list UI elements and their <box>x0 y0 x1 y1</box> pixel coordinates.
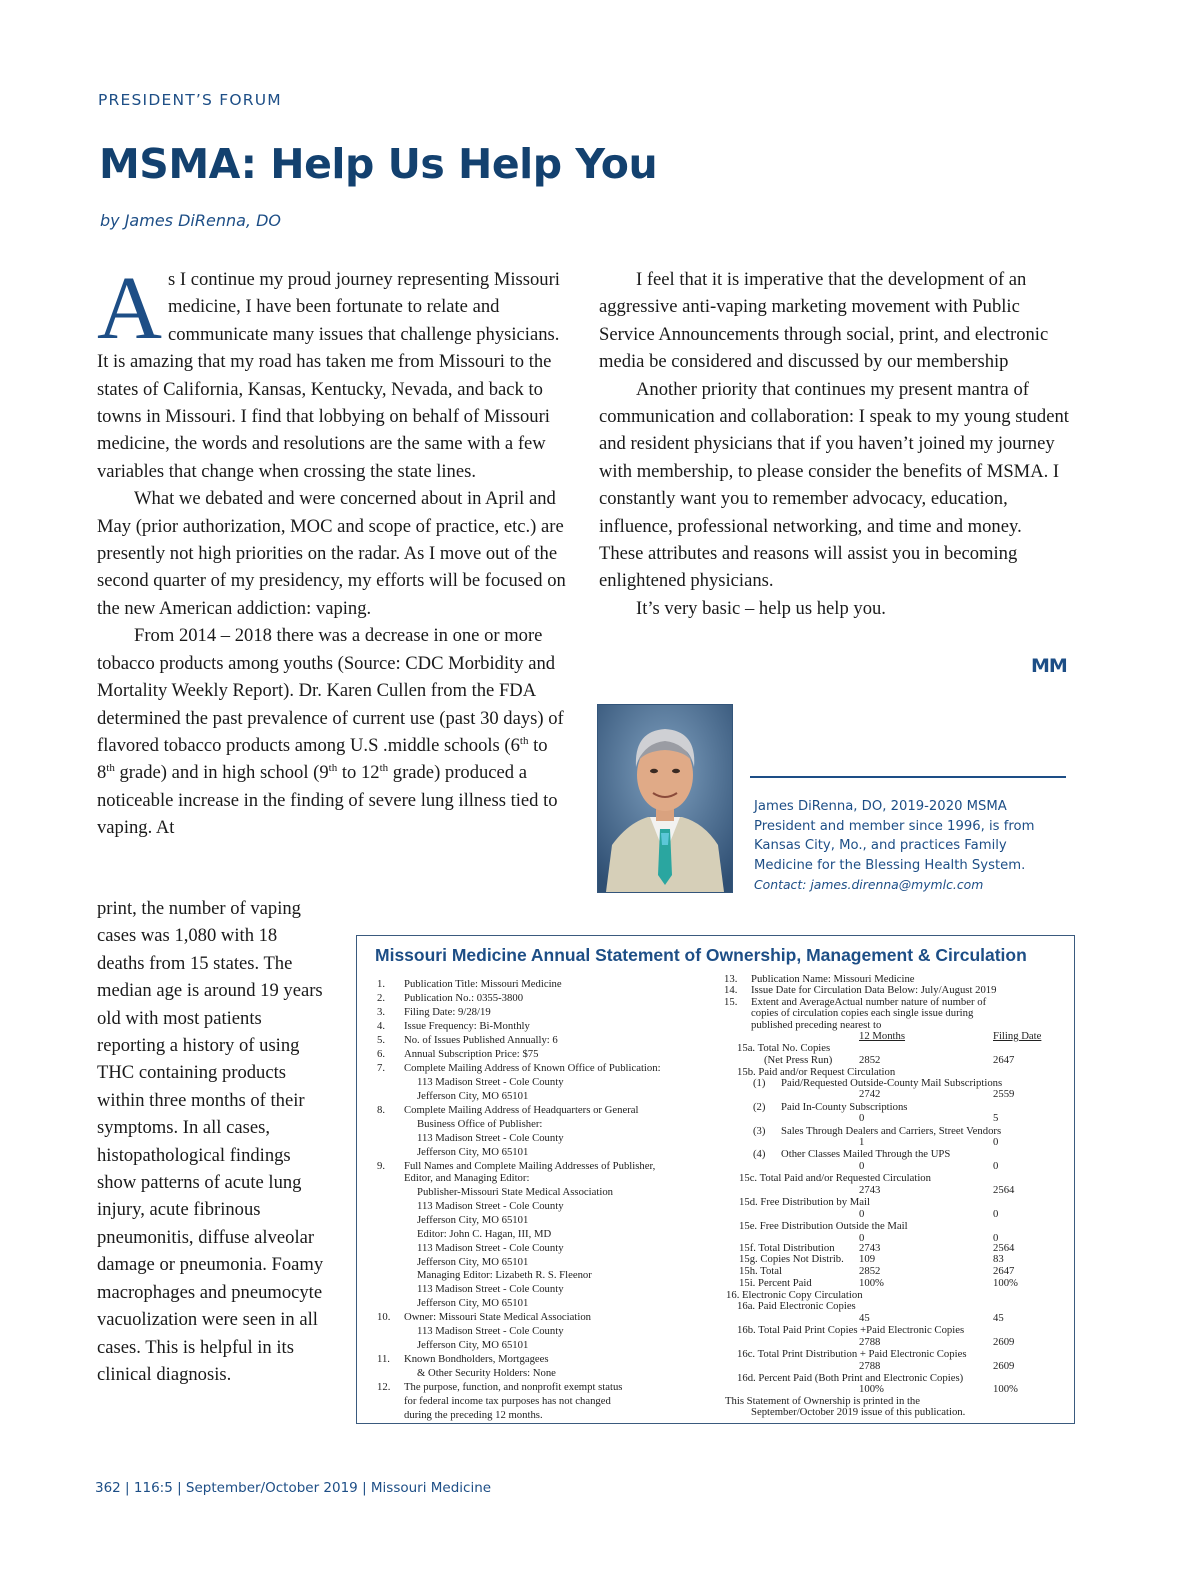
statement-line: 15h. Total <box>739 1265 782 1277</box>
statement-line: 0 <box>993 1232 999 1244</box>
statement-line: 113 Madison Street - Cole County <box>417 1283 564 1295</box>
statement-line: 14. <box>724 984 738 996</box>
statement-line: 16a. Paid Electronic Copies <box>737 1300 856 1312</box>
bio-line: Kansas City, Mo., and practices Family <box>754 838 1007 853</box>
page-footer: 362 | 116:5 | September/October 2019 | Missouri Medicine <box>95 1480 492 1496</box>
statement-line: 8. <box>377 1104 386 1116</box>
statement-line: 2788 <box>859 1336 881 1348</box>
statement-line: Editor: John C. Hagan, III, MD <box>417 1228 552 1240</box>
statement-line: Known Bondholders, Mortgagees <box>404 1353 549 1365</box>
statement-line: Managing Editor: Lizabeth R. S. Fleenor <box>417 1269 592 1281</box>
superscript: th <box>328 762 338 775</box>
statement-line: (4) <box>753 1148 766 1160</box>
statement-line: Owner: Missouri State Medical Association <box>404 1311 592 1323</box>
statement-line: 2. <box>377 992 386 1004</box>
statement-line: 2609 <box>993 1336 1015 1348</box>
statement-line: 9. <box>377 1160 386 1172</box>
statement-line: Full Names and Complete Mailing Addresses of Publisher, <box>404 1160 656 1172</box>
paragraph-6: It’s very basic – help us help you. <box>636 597 886 619</box>
statement-line: 2609 <box>993 1360 1015 1372</box>
statement-line: Publication Title: Missouri Medicine <box>404 978 562 990</box>
statement-line: 11. <box>377 1353 390 1365</box>
statement-line: 2647 <box>993 1265 1015 1277</box>
paragraph-3 <box>97 622 567 841</box>
p3-part-c: grade) and in high school (9 <box>114 762 329 784</box>
statement-line: 15. <box>724 996 738 1008</box>
author-portrait <box>597 704 733 893</box>
statement-line: Other Classes Mailed Through the UPS <box>781 1148 951 1160</box>
page-title: MSMA: Help Us Help You <box>99 140 658 188</box>
superscript: th <box>519 734 529 747</box>
statement-line: 0 <box>859 1112 865 1124</box>
statement-line: Extent and AverageActual number nature of number of <box>751 996 987 1008</box>
statement-line: 2559 <box>993 1088 1015 1100</box>
statement-line: 100% <box>859 1383 884 1395</box>
statement-line: Editor, and Managing Editor: <box>404 1172 530 1184</box>
paragraph-1 <box>97 259 567 485</box>
statement-line: 2564 <box>993 1184 1015 1196</box>
statement-line: 45 <box>859 1312 870 1324</box>
drop-cap: A <box>97 259 162 358</box>
statement-line: 0 <box>993 1136 999 1148</box>
statement-line: (2) <box>753 1101 766 1113</box>
paragraph-3-continued: print, the number of vaping cases was 1,080 with 18 deaths from 15 states. The median age is around 19 years old with most patients reporting a history of using THC containing products within three months of their symptoms. In all cases, histopathological findings show patterns of acute lung injury, acute fibrinous pneumonitis, diffuse alveolar damage or pneumonia. Foamy macrophages and pneumocyte vacuolization were seen in all cases. This is helpful in its clinical diagnosis. <box>97 898 324 1385</box>
statement-line: Complete Mailing Address of Known Office of Publication: <box>404 1062 661 1074</box>
statement-line: Jefferson City, MO 65101 <box>417 1214 529 1226</box>
bio-line: James DiRenna, DO, 2019-2020 MSMA <box>754 799 1007 814</box>
statement-line: (1) <box>753 1077 766 1089</box>
statement-line: 10. <box>377 1311 391 1323</box>
section-label: PRESIDENT’S FORUM <box>98 91 282 109</box>
statement-line: 109 <box>859 1253 876 1265</box>
statement-line: Jefferson City, MO 65101 <box>417 1256 529 1268</box>
superscript: th <box>379 762 389 775</box>
statement-line: (Net Press Run) <box>764 1054 833 1066</box>
bio-contact: Contact: james.direnna@mymlc.com <box>754 877 984 892</box>
statement-line: 1 <box>859 1136 865 1148</box>
statement-line: Issue Frequency: Bi-Monthly <box>404 1020 530 1032</box>
statement-line: 15c. Total Paid and/or Requested Circulation <box>739 1172 931 1184</box>
statement-line: 2647 <box>993 1054 1015 1066</box>
statement-line: 15d. Free Distribution by Mail <box>739 1196 870 1208</box>
statement-line: Issue Date for Circulation Data Below: July/August 2019 <box>751 984 997 996</box>
article-column-left <box>97 259 567 842</box>
statement-line: 7. <box>377 1062 386 1074</box>
statement-line: 83 <box>993 1253 1004 1265</box>
statement-line: 15b. Paid and/or Request Circulation <box>737 1066 896 1078</box>
p3-part-b: to 8 <box>97 734 548 784</box>
statement-line: Paid/Requested Outside-County Mail Subscriptions <box>781 1077 1003 1089</box>
statement-line: 2564 <box>993 1242 1015 1254</box>
statement-line: 5 <box>993 1112 999 1124</box>
statement-line: 0 <box>859 1208 865 1220</box>
bio-line: President and member since 1996, is from <box>754 818 1035 834</box>
p3-part-e: grade) produced a noticeable increase in the finding of severe lung illness tied to vaping. At <box>97 762 558 839</box>
bio-divider <box>750 776 1066 778</box>
statement-line: 15f. Total Distribution <box>739 1242 835 1254</box>
statement-line: 113 Madison Street - Cole County <box>417 1132 564 1144</box>
statement-line: for federal income tax purposes has not changed <box>404 1395 611 1407</box>
statement-line: Business Office of Publisher: <box>417 1118 543 1130</box>
byline: by James DiRenna, DO <box>100 211 281 230</box>
statement-line: Jefferson City, MO 65101 <box>417 1146 529 1158</box>
statement-line: 16c. Total Print Distribution + Paid Electronic Copies <box>737 1348 967 1360</box>
statement-line: 0 <box>993 1208 999 1220</box>
statement-line: 16b. Total Paid Print Copies +Paid Electronic Copies <box>737 1324 965 1336</box>
statement-line: 2852 <box>859 1265 881 1277</box>
statement-line: Filing Date: 9/28/19 <box>404 1006 491 1018</box>
statement-line: 113 Madison Street - Cole County <box>417 1242 564 1254</box>
paragraph-1-text: s I continue my proud journey representing Missouri medicine, I have been fortunate to relate and communicate many issues that challenge physicians. It is amazing that my road has taken me from Missouri to the states of California, Kansas, Kentucky, Nevada, and back to towns in Missouri. I find that lobbying on behalf of Missouri medicine, the words and resolutions are the same with a few variables that change when crossing the state lines. <box>97 269 560 482</box>
statement-line: 113 Madison Street - Cole County <box>417 1076 564 1088</box>
statement-line: 0 <box>859 1232 865 1244</box>
statement-line: 100% <box>993 1277 1018 1289</box>
statement-line: 100% <box>859 1277 884 1289</box>
statement-line: Jefferson City, MO 65101 <box>417 1090 529 1102</box>
superscript: th <box>106 762 115 775</box>
statement-line: Paid In-County Subscriptions <box>781 1101 908 1113</box>
statement-line: No. of Issues Published Annually: 6 <box>404 1034 558 1046</box>
statement-line: Complete Mailing Address of Headquarters or General <box>404 1104 639 1116</box>
statement-line: published preceding nearest to <box>751 1019 882 1031</box>
paragraph-4: I feel that it is imperative that the development of an aggressive anti-vaping marketing movement with Public Service Announcements through social, print, and electronic media be considered and discussed by our membership <box>599 269 1049 373</box>
statement-line: 2852 <box>859 1054 881 1066</box>
statement-title: Missouri Medicine Annual Statement of Ownership, Management & Circulation <box>375 945 1027 965</box>
end-mark: MM <box>1031 655 1067 677</box>
statement-line: copies of circulation copies each single issue during <box>751 1007 974 1019</box>
statement-line: 2743 <box>859 1242 881 1254</box>
statement-line: 2742 <box>859 1088 881 1100</box>
statement-line: 16. Electronic Copy Circulation <box>726 1289 863 1301</box>
bio-line: Medicine for the Blessing Health System. <box>754 857 1026 873</box>
statement-line: Filing Date <box>993 1030 1042 1042</box>
statement-line: This Statement of Ownership is printed in the <box>725 1395 921 1407</box>
statement-line: 4. <box>377 1020 386 1032</box>
statement-line: Sales Through Dealers and Carriers, Street Vendors <box>781 1125 1002 1137</box>
statement-line: September/October 2019 issue of this publication. <box>751 1406 966 1418</box>
statement-line: The purpose, function, and nonprofit exempt status <box>404 1381 623 1393</box>
statement-line: 0 <box>993 1160 999 1172</box>
statement-line: 2788 <box>859 1360 881 1372</box>
statement-line: 45 <box>993 1312 1004 1324</box>
paragraph-2: What we debated and were concerned about in April and May (prior authorization, MOC and scope of practice, etc.) are presently not high priorities on the radar. As I move out of the second quarter of my presidency, my efforts will be focused on the new American addiction: vaping. <box>97 488 566 619</box>
statement-line: & Other Security Holders: None <box>417 1367 556 1379</box>
statement-line: 100% <box>993 1383 1018 1395</box>
statement-line: 15a. Total No. Copies <box>737 1042 831 1054</box>
statement-line: 13. <box>724 973 738 985</box>
author-bio <box>754 797 1074 895</box>
statement-line: 0 <box>859 1160 865 1172</box>
statement-line: 6. <box>377 1048 386 1060</box>
statement-line: 1. <box>377 978 386 990</box>
p3-part-d: to 12 <box>337 762 380 784</box>
statement-line: (3) <box>753 1125 766 1137</box>
statement-line: during the preceding 12 months. <box>404 1409 543 1421</box>
article-column-narrow <box>97 895 329 1388</box>
statement-line: 113 Madison Street - Cole County <box>417 1325 564 1337</box>
statement-line: 16d. Percent Paid (Both Print and Electronic Copies) <box>737 1372 964 1384</box>
statement-line: Jefferson City, MO 65101 <box>417 1339 529 1351</box>
statement-line: Annual Subscription Price: $75 <box>404 1048 539 1060</box>
statement-line: 15i. Percent Paid <box>739 1277 812 1289</box>
paragraph-5: Another priority that continues my present mantra of communication and collaboration: I speak to my young student and resident physicians that if you haven’t joined my journey with membership, to please consider the benefits of MSMA. I constantly want you to remember advocacy, education, influence, professional networking, and time and money. These attributes and reasons will assist you in becoming enlightened physicians. <box>599 378 1069 592</box>
statement-line: 3. <box>377 1006 386 1018</box>
statement-line: 12 Months <box>859 1030 906 1042</box>
statement-line: 15g. Copies Not Distrib. <box>739 1253 844 1265</box>
statement-line: 2743 <box>859 1184 881 1196</box>
statement-line: 113 Madison Street - Cole County <box>417 1200 564 1212</box>
statement-line: Publication Name: Missouri Medicine <box>751 973 915 985</box>
statement-line: Jefferson City, MO 65101 <box>417 1297 529 1309</box>
statement-line: 15e. Free Distribution Outside the Mail <box>739 1220 908 1232</box>
ownership-statement-box <box>356 935 1075 1424</box>
statement-line: Publication No.: 0355-3800 <box>404 992 524 1004</box>
p3-part-a: From 2014 – 2018 there was a decrease in one or more tobacco products among youths (Source: CDC Morbidity and Mortality Weekly Report). Dr. Karen Cullen from the FDA determined the past prevalence of current use (past 30 days) of flavored tobacco products among U.S .middle schools (6 <box>97 625 564 756</box>
statement-line: 12. <box>377 1381 391 1393</box>
statement-line: 5. <box>377 1034 386 1046</box>
article-column-right <box>599 266 1069 622</box>
statement-line: Publisher-Missouri State Medical Association <box>417 1186 614 1198</box>
